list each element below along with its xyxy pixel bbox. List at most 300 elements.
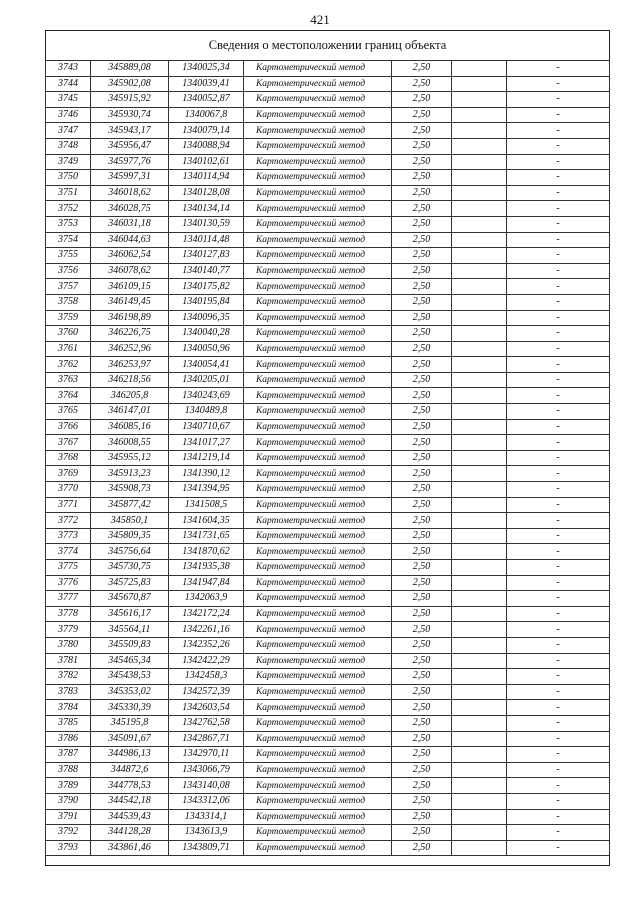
x-coordinate-cell: 345850,1 bbox=[91, 513, 169, 529]
precision-cell: 2,50 bbox=[392, 747, 452, 763]
point-number-cell: 3769 bbox=[46, 466, 91, 482]
table-row bbox=[46, 216, 610, 232]
x-coordinate-cell: 344872,6 bbox=[91, 762, 169, 778]
description-cell: - bbox=[507, 61, 610, 77]
precision-cell: 2,50 bbox=[392, 216, 452, 232]
empty-cell bbox=[452, 123, 507, 139]
point-number-cell: 3760 bbox=[46, 326, 91, 342]
point-number-cell: 3787 bbox=[46, 747, 91, 763]
description-cell: - bbox=[507, 201, 610, 217]
y-coordinate-cell: 1340079,14 bbox=[169, 123, 244, 139]
table-row bbox=[46, 404, 610, 420]
precision-cell: 2,50 bbox=[392, 591, 452, 607]
y-coordinate-cell: 1342572,39 bbox=[169, 684, 244, 700]
precision-cell: 2,50 bbox=[392, 170, 452, 186]
method-cell: Картометрический метод bbox=[244, 279, 392, 295]
empty-cell bbox=[452, 201, 507, 217]
description-cell: - bbox=[507, 591, 610, 607]
method-cell: Картометрический метод bbox=[244, 825, 392, 841]
description-cell: - bbox=[507, 279, 610, 295]
table-row bbox=[46, 107, 610, 123]
y-coordinate-cell: 1341935,38 bbox=[169, 560, 244, 576]
method-cell: Картометрический метод bbox=[244, 61, 392, 77]
table-row bbox=[46, 92, 610, 108]
table-row bbox=[46, 762, 610, 778]
description-cell: - bbox=[507, 575, 610, 591]
point-number-cell: 3767 bbox=[46, 435, 91, 451]
y-coordinate-cell: 1341390,12 bbox=[169, 466, 244, 482]
table-row bbox=[46, 123, 610, 139]
empty-cell bbox=[452, 341, 507, 357]
x-coordinate-cell: 345930,74 bbox=[91, 107, 169, 123]
precision-cell: 2,50 bbox=[392, 138, 452, 154]
method-cell: Картометрический метод bbox=[244, 700, 392, 716]
precision-cell: 2,50 bbox=[392, 497, 452, 513]
empty-cell bbox=[452, 170, 507, 186]
x-coordinate-cell: 345756,64 bbox=[91, 544, 169, 560]
precision-cell: 2,50 bbox=[392, 544, 452, 560]
table-row bbox=[46, 294, 610, 310]
empty-cell bbox=[452, 216, 507, 232]
description-cell: - bbox=[507, 92, 610, 108]
method-cell: Картометрический метод bbox=[244, 232, 392, 248]
x-coordinate-cell: 345730,75 bbox=[91, 560, 169, 576]
description-cell: - bbox=[507, 482, 610, 498]
method-cell: Картометрический метод bbox=[244, 793, 392, 809]
point-number-cell: 3754 bbox=[46, 232, 91, 248]
x-coordinate-cell: 344778,53 bbox=[91, 778, 169, 794]
method-cell: Картометрический метод bbox=[244, 762, 392, 778]
precision-cell: 2,50 bbox=[392, 560, 452, 576]
point-number-cell: 3773 bbox=[46, 528, 91, 544]
table-row bbox=[46, 778, 610, 794]
description-cell: - bbox=[507, 715, 610, 731]
method-cell: Картометрический метод bbox=[244, 622, 392, 638]
table-row bbox=[46, 591, 610, 607]
description-cell: - bbox=[507, 606, 610, 622]
empty-cell bbox=[452, 294, 507, 310]
precision-cell: 2,50 bbox=[392, 622, 452, 638]
table-row bbox=[46, 466, 610, 482]
y-coordinate-cell: 1340039,41 bbox=[169, 76, 244, 92]
description-cell: - bbox=[507, 154, 610, 170]
description-cell: - bbox=[507, 310, 610, 326]
method-cell: Картометрический метод bbox=[244, 809, 392, 825]
precision-cell: 2,50 bbox=[392, 357, 452, 373]
point-number-cell: 3793 bbox=[46, 840, 91, 856]
y-coordinate-cell: 1341394,95 bbox=[169, 482, 244, 498]
method-cell: Картометрический метод bbox=[244, 419, 392, 435]
point-number-cell: 3775 bbox=[46, 560, 91, 576]
precision-cell: 2,50 bbox=[392, 232, 452, 248]
y-coordinate-cell: 1340067,8 bbox=[169, 107, 244, 123]
table-row bbox=[46, 419, 610, 435]
y-coordinate-cell: 1341947,84 bbox=[169, 575, 244, 591]
method-cell: Картометрический метод bbox=[244, 341, 392, 357]
x-coordinate-cell: 345908,73 bbox=[91, 482, 169, 498]
point-number-cell: 3747 bbox=[46, 123, 91, 139]
precision-cell: 2,50 bbox=[392, 404, 452, 420]
precision-cell: 2,50 bbox=[392, 825, 452, 841]
method-cell: Картометрический метод bbox=[244, 653, 392, 669]
point-number-cell: 3766 bbox=[46, 419, 91, 435]
empty-cell bbox=[452, 778, 507, 794]
table-row bbox=[46, 388, 610, 404]
coordinates-table bbox=[45, 60, 610, 856]
table-row bbox=[46, 372, 610, 388]
point-number-cell: 3776 bbox=[46, 575, 91, 591]
point-number-cell: 3770 bbox=[46, 482, 91, 498]
y-coordinate-cell: 1342970,11 bbox=[169, 747, 244, 763]
empty-cell bbox=[452, 544, 507, 560]
precision-cell: 2,50 bbox=[392, 61, 452, 77]
y-coordinate-cell: 1343312,06 bbox=[169, 793, 244, 809]
precision-cell: 2,50 bbox=[392, 326, 452, 342]
empty-cell bbox=[452, 466, 507, 482]
empty-cell bbox=[452, 404, 507, 420]
point-number-cell: 3771 bbox=[46, 497, 91, 513]
point-number-cell: 3757 bbox=[46, 279, 91, 295]
method-cell: Картометрический метод bbox=[244, 76, 392, 92]
method-cell: Картометрический метод bbox=[244, 513, 392, 529]
precision-cell: 2,50 bbox=[392, 669, 452, 685]
x-coordinate-cell: 345725,83 bbox=[91, 575, 169, 591]
description-cell: - bbox=[507, 341, 610, 357]
method-cell: Картометрический метод bbox=[244, 372, 392, 388]
empty-cell bbox=[452, 809, 507, 825]
x-coordinate-cell: 345943,17 bbox=[91, 123, 169, 139]
empty-cell bbox=[452, 840, 507, 856]
method-cell: Картометрический метод bbox=[244, 138, 392, 154]
empty-cell bbox=[452, 669, 507, 685]
y-coordinate-cell: 1340040,28 bbox=[169, 326, 244, 342]
point-number-cell: 3788 bbox=[46, 762, 91, 778]
method-cell: Картометрический метод bbox=[244, 294, 392, 310]
precision-cell: 2,50 bbox=[392, 279, 452, 295]
point-number-cell: 3745 bbox=[46, 92, 91, 108]
y-coordinate-cell: 1343809,71 bbox=[169, 840, 244, 856]
precision-cell: 2,50 bbox=[392, 154, 452, 170]
method-cell: Картометрический метод bbox=[244, 731, 392, 747]
y-coordinate-cell: 1343314,1 bbox=[169, 809, 244, 825]
precision-cell: 2,50 bbox=[392, 684, 452, 700]
y-coordinate-cell: 1340205,01 bbox=[169, 372, 244, 388]
precision-cell: 2,50 bbox=[392, 341, 452, 357]
table-row bbox=[46, 357, 610, 373]
x-coordinate-cell: 346078,62 bbox=[91, 263, 169, 279]
point-number-cell: 3772 bbox=[46, 513, 91, 529]
empty-cell bbox=[452, 622, 507, 638]
point-number-cell: 3778 bbox=[46, 606, 91, 622]
description-cell: - bbox=[507, 544, 610, 560]
precision-cell: 2,50 bbox=[392, 778, 452, 794]
point-number-cell: 3746 bbox=[46, 107, 91, 123]
y-coordinate-cell: 1342867,71 bbox=[169, 731, 244, 747]
empty-cell bbox=[452, 248, 507, 264]
x-coordinate-cell: 346218,56 bbox=[91, 372, 169, 388]
description-cell: - bbox=[507, 216, 610, 232]
x-coordinate-cell: 345915,92 bbox=[91, 92, 169, 108]
point-number-cell: 3748 bbox=[46, 138, 91, 154]
empty-cell bbox=[452, 107, 507, 123]
x-coordinate-cell: 346044,63 bbox=[91, 232, 169, 248]
x-coordinate-cell: 346109,15 bbox=[91, 279, 169, 295]
y-coordinate-cell: 1341870,62 bbox=[169, 544, 244, 560]
method-cell: Картометрический метод bbox=[244, 450, 392, 466]
y-coordinate-cell: 1342458,3 bbox=[169, 669, 244, 685]
point-number-cell: 3784 bbox=[46, 700, 91, 716]
description-cell: - bbox=[507, 435, 610, 451]
point-number-cell: 3758 bbox=[46, 294, 91, 310]
point-number-cell: 3777 bbox=[46, 591, 91, 607]
method-cell: Картометрический метод bbox=[244, 326, 392, 342]
y-coordinate-cell: 1340127,83 bbox=[169, 248, 244, 264]
empty-cell bbox=[452, 154, 507, 170]
method-cell: Картометрический метод bbox=[244, 216, 392, 232]
method-cell: Картометрический метод bbox=[244, 606, 392, 622]
x-coordinate-cell: 345809,35 bbox=[91, 528, 169, 544]
empty-cell bbox=[452, 637, 507, 653]
table-row bbox=[46, 185, 610, 201]
point-number-cell: 3785 bbox=[46, 715, 91, 731]
x-coordinate-cell: 345902,08 bbox=[91, 76, 169, 92]
x-coordinate-cell: 346018,62 bbox=[91, 185, 169, 201]
table-row bbox=[46, 809, 610, 825]
empty-cell bbox=[452, 575, 507, 591]
method-cell: Картометрический метод bbox=[244, 669, 392, 685]
point-number-cell: 3765 bbox=[46, 404, 91, 420]
description-cell: - bbox=[507, 123, 610, 139]
description-cell: - bbox=[507, 762, 610, 778]
x-coordinate-cell: 346198,89 bbox=[91, 310, 169, 326]
description-cell: - bbox=[507, 107, 610, 123]
y-coordinate-cell: 1340175,82 bbox=[169, 279, 244, 295]
table-row bbox=[46, 76, 610, 92]
table-row bbox=[46, 637, 610, 653]
precision-cell: 2,50 bbox=[392, 123, 452, 139]
y-coordinate-cell: 1342352,26 bbox=[169, 637, 244, 653]
point-number-cell: 3756 bbox=[46, 263, 91, 279]
x-coordinate-cell: 344128,28 bbox=[91, 825, 169, 841]
method-cell: Картометрический метод bbox=[244, 528, 392, 544]
table-row bbox=[46, 435, 610, 451]
table-row bbox=[46, 840, 610, 856]
point-number-cell: 3751 bbox=[46, 185, 91, 201]
table-row bbox=[46, 201, 610, 217]
y-coordinate-cell: 1341017,27 bbox=[169, 435, 244, 451]
empty-cell bbox=[452, 279, 507, 295]
table-title: Сведения о местоположении границ объекта bbox=[208, 38, 447, 52]
method-cell: Картометрический метод bbox=[244, 154, 392, 170]
x-coordinate-cell: 346205,8 bbox=[91, 388, 169, 404]
description-cell: - bbox=[507, 809, 610, 825]
table-row bbox=[46, 669, 610, 685]
x-coordinate-cell: 345997,31 bbox=[91, 170, 169, 186]
point-number-cell: 3780 bbox=[46, 637, 91, 653]
point-number-cell: 3750 bbox=[46, 170, 91, 186]
y-coordinate-cell: 1343140,08 bbox=[169, 778, 244, 794]
x-coordinate-cell: 346008,55 bbox=[91, 435, 169, 451]
table-row bbox=[46, 606, 610, 622]
point-number-cell: 3790 bbox=[46, 793, 91, 809]
empty-cell bbox=[452, 793, 507, 809]
point-number-cell: 3755 bbox=[46, 248, 91, 264]
table-row bbox=[46, 61, 610, 77]
point-number-cell: 3783 bbox=[46, 684, 91, 700]
method-cell: Картометрический метод bbox=[244, 637, 392, 653]
table-row bbox=[46, 575, 610, 591]
y-coordinate-cell: 1340130,59 bbox=[169, 216, 244, 232]
empty-cell bbox=[452, 513, 507, 529]
method-cell: Картометрический метод bbox=[244, 123, 392, 139]
point-number-cell: 3774 bbox=[46, 544, 91, 560]
y-coordinate-cell: 1340134,14 bbox=[169, 201, 244, 217]
table-row bbox=[46, 622, 610, 638]
empty-cell bbox=[452, 560, 507, 576]
empty-cell bbox=[452, 372, 507, 388]
method-cell: Картометрический метод bbox=[244, 591, 392, 607]
y-coordinate-cell: 1340114,94 bbox=[169, 170, 244, 186]
y-coordinate-cell: 1340489,8 bbox=[169, 404, 244, 420]
empty-cell bbox=[452, 61, 507, 77]
point-number-cell: 3768 bbox=[46, 450, 91, 466]
description-cell: - bbox=[507, 419, 610, 435]
point-number-cell: 3781 bbox=[46, 653, 91, 669]
precision-cell: 2,50 bbox=[392, 606, 452, 622]
table-row bbox=[46, 793, 610, 809]
table-row bbox=[46, 513, 610, 529]
table-row bbox=[46, 497, 610, 513]
method-cell: Картометрический метод bbox=[244, 170, 392, 186]
description-cell: - bbox=[507, 637, 610, 653]
x-coordinate-cell: 345877,42 bbox=[91, 497, 169, 513]
y-coordinate-cell: 1340054,41 bbox=[169, 357, 244, 373]
precision-cell: 2,50 bbox=[392, 700, 452, 716]
x-coordinate-cell: 346028,75 bbox=[91, 201, 169, 217]
empty-cell bbox=[452, 92, 507, 108]
point-number-cell: 3763 bbox=[46, 372, 91, 388]
point-number-cell: 3753 bbox=[46, 216, 91, 232]
empty-cell bbox=[452, 310, 507, 326]
x-coordinate-cell: 346085,16 bbox=[91, 419, 169, 435]
empty-cell bbox=[452, 232, 507, 248]
precision-cell: 2,50 bbox=[392, 840, 452, 856]
x-coordinate-cell: 346253,97 bbox=[91, 357, 169, 373]
table-row bbox=[46, 560, 610, 576]
empty-cell bbox=[452, 450, 507, 466]
method-cell: Картометрический метод bbox=[244, 497, 392, 513]
empty-cell bbox=[452, 715, 507, 731]
description-cell: - bbox=[507, 528, 610, 544]
description-cell: - bbox=[507, 357, 610, 373]
table-row bbox=[46, 450, 610, 466]
table-row bbox=[46, 279, 610, 295]
empty-cell bbox=[452, 528, 507, 544]
precision-cell: 2,50 bbox=[392, 762, 452, 778]
point-number-cell: 3752 bbox=[46, 201, 91, 217]
method-cell: Картометрический метод bbox=[244, 310, 392, 326]
description-cell: - bbox=[507, 840, 610, 856]
x-coordinate-cell: 345955,12 bbox=[91, 450, 169, 466]
x-coordinate-cell: 345438,53 bbox=[91, 669, 169, 685]
y-coordinate-cell: 1343066,79 bbox=[169, 762, 244, 778]
precision-cell: 2,50 bbox=[392, 76, 452, 92]
precision-cell: 2,50 bbox=[392, 482, 452, 498]
table-row bbox=[46, 715, 610, 731]
x-coordinate-cell: 345913,23 bbox=[91, 466, 169, 482]
precision-cell: 2,50 bbox=[392, 92, 452, 108]
method-cell: Картометрический метод bbox=[244, 107, 392, 123]
y-coordinate-cell: 1340114,48 bbox=[169, 232, 244, 248]
point-number-cell: 3743 bbox=[46, 61, 91, 77]
empty-cell bbox=[452, 731, 507, 747]
empty-cell bbox=[452, 700, 507, 716]
precision-cell: 2,50 bbox=[392, 419, 452, 435]
table-row bbox=[46, 731, 610, 747]
x-coordinate-cell: 345091,67 bbox=[91, 731, 169, 747]
point-number-cell: 3786 bbox=[46, 731, 91, 747]
description-cell: - bbox=[507, 263, 610, 279]
empty-cell bbox=[452, 185, 507, 201]
y-coordinate-cell: 1342762,58 bbox=[169, 715, 244, 731]
x-coordinate-cell: 346226,75 bbox=[91, 326, 169, 342]
point-number-cell: 3792 bbox=[46, 825, 91, 841]
method-cell: Картометрический метод bbox=[244, 263, 392, 279]
precision-cell: 2,50 bbox=[392, 466, 452, 482]
x-coordinate-cell: 346252,96 bbox=[91, 341, 169, 357]
x-coordinate-cell: 346062,54 bbox=[91, 248, 169, 264]
x-coordinate-cell: 343861,46 bbox=[91, 840, 169, 856]
method-cell: Картометрический метод bbox=[244, 482, 392, 498]
y-coordinate-cell: 1342063,9 bbox=[169, 591, 244, 607]
description-cell: - bbox=[507, 76, 610, 92]
y-coordinate-cell: 1340140,77 bbox=[169, 263, 244, 279]
x-coordinate-cell: 345564,11 bbox=[91, 622, 169, 638]
precision-cell: 2,50 bbox=[392, 310, 452, 326]
point-number-cell: 3779 bbox=[46, 622, 91, 638]
description-cell: - bbox=[507, 622, 610, 638]
y-coordinate-cell: 1342261,16 bbox=[169, 622, 244, 638]
method-cell: Картометрический метод bbox=[244, 466, 392, 482]
y-coordinate-cell: 1340096,35 bbox=[169, 310, 244, 326]
point-number-cell: 3761 bbox=[46, 341, 91, 357]
empty-cell bbox=[452, 482, 507, 498]
description-cell: - bbox=[507, 793, 610, 809]
description-cell: - bbox=[507, 404, 610, 420]
x-coordinate-cell: 345465,34 bbox=[91, 653, 169, 669]
method-cell: Картометрический метод bbox=[244, 840, 392, 856]
y-coordinate-cell: 1341508,5 bbox=[169, 497, 244, 513]
point-number-cell: 3789 bbox=[46, 778, 91, 794]
precision-cell: 2,50 bbox=[392, 731, 452, 747]
empty-cell bbox=[452, 825, 507, 841]
x-coordinate-cell: 345330,39 bbox=[91, 700, 169, 716]
description-cell: - bbox=[507, 294, 610, 310]
precision-cell: 2,50 bbox=[392, 715, 452, 731]
x-coordinate-cell: 345195,8 bbox=[91, 715, 169, 731]
description-cell: - bbox=[507, 138, 610, 154]
x-coordinate-cell: 345509,83 bbox=[91, 637, 169, 653]
table-row bbox=[46, 684, 610, 700]
empty-cell bbox=[452, 263, 507, 279]
method-cell: Картометрический метод bbox=[244, 388, 392, 404]
description-cell: - bbox=[507, 560, 610, 576]
method-cell: Картометрический метод bbox=[244, 435, 392, 451]
x-coordinate-cell: 345353,02 bbox=[91, 684, 169, 700]
table-row bbox=[46, 326, 610, 342]
y-coordinate-cell: 1341604,35 bbox=[169, 513, 244, 529]
table-row bbox=[46, 138, 610, 154]
